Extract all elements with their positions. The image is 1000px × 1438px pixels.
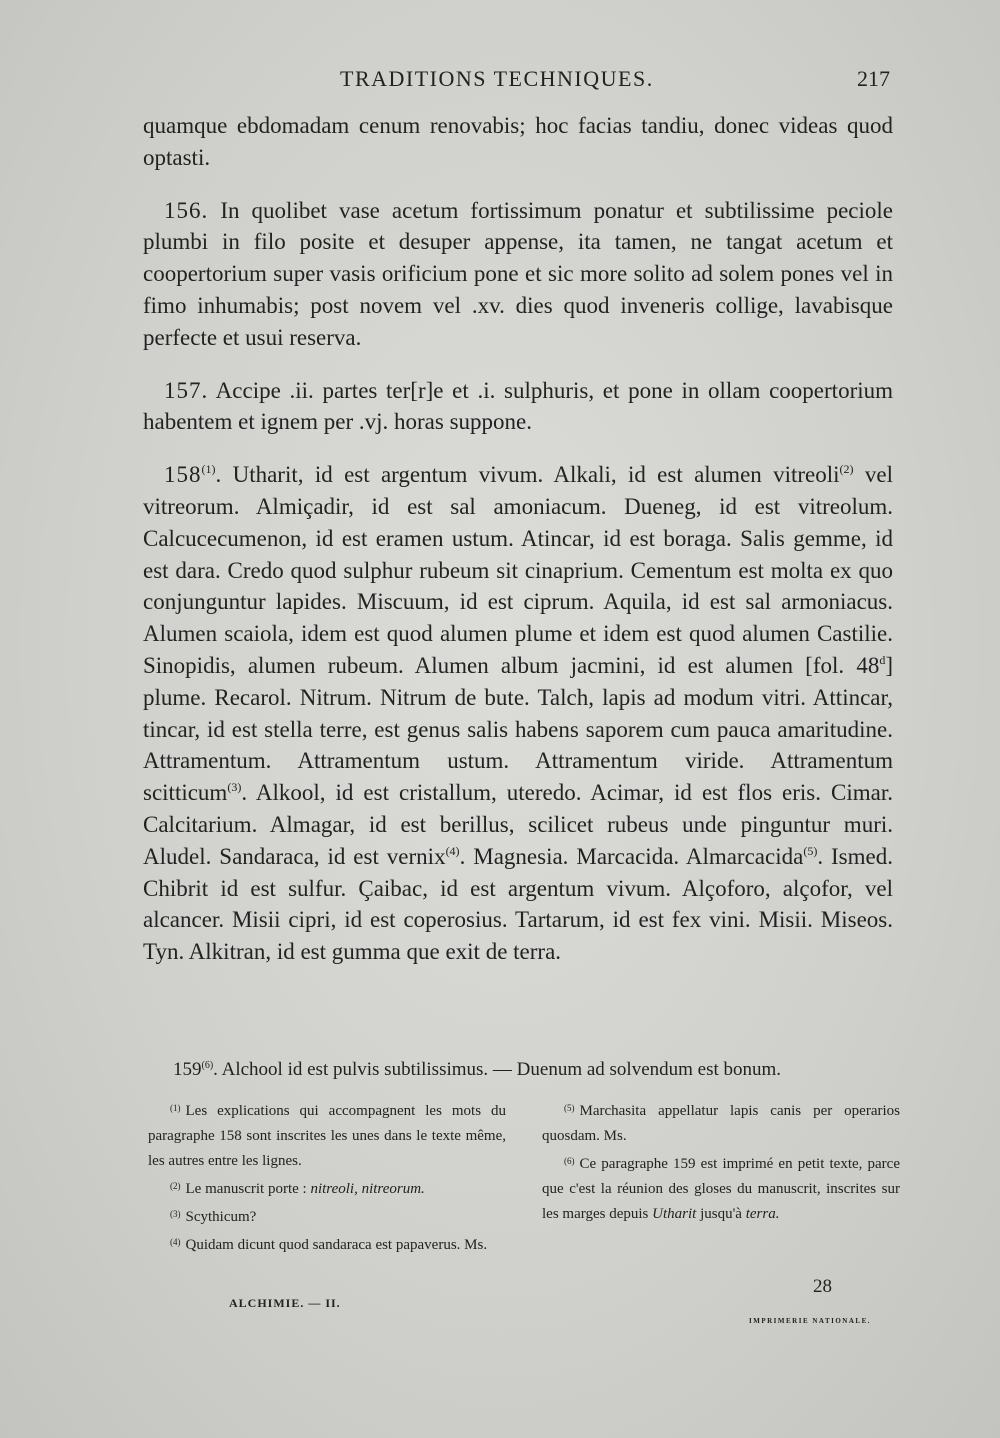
footnote-italic: nitreoli, nitreorum.	[310, 1181, 425, 1197]
paragraph-number: 156.	[164, 197, 209, 223]
footnote-ref: (6)	[201, 1060, 214, 1071]
footnote-number: (4)	[170, 1237, 181, 1247]
gathering-number: 28	[813, 1276, 832, 1297]
paragraph-text: vel vitreorum. Almiçadir, id est sal amoniacum. Dueneg, id est vitreolum. Calcucecumenon, id est eramen ustum. Atincar, id est boraga. Salis gemme, id est dara. Credo quod sulphur rubeum sit cinaprium. Cementum est molta ex quo conjunguntur lapides. Miscuum, id est ciprum. Aquila, id est sal armoniacus. Alumen scaiola, idem est quod alumen plume et idem est quod alumen Castilie. Sinopidis, alumen rubeum. Alumen album jacmini, id est alumen [fol. 48	[143, 462, 893, 678]
footnote-text: Marchasita appellatur lapis canis per operarios quosdam. Ms.	[542, 1103, 900, 1144]
paragraph-157	[143, 375, 893, 439]
paragraph-number: 157.	[164, 377, 209, 403]
paragraph-text: . Ismed. Chibrit id est sulfur. Çaibac, id est argentum vivum. Alçoforo, alçofor, vel alcancer. Misii cipri, id est coperosius. Tartarum, id est fex vini. Misii. Miseos. Tyn. Alkitran, id est gumma que exit de terra.	[143, 843, 893, 965]
paragraph-text: . Utharit, id est argentum vivum. Alkali, id est alumen vitreoli	[215, 462, 840, 488]
footnote-text: jusqu'à	[696, 1206, 746, 1222]
footnote-ref: (1)	[201, 462, 216, 477]
paragraph-text: In quolibet vase acetum fortissimum ponatur et subtilissime peciole plumbi in filo posite et desuper appense, ita tamen, ne tangat acetum et coopertorium super vasis orificium pone et sic more solito ad solem pones vel in fimo inhumabis; post novem vel .xv. dies quod inveneris collige, lavabisque perfecte et usui reserva.	[143, 197, 894, 350]
footnote-number: (5)	[564, 1103, 575, 1113]
main-text	[143, 110, 893, 968]
paragraph-number: 159	[173, 1059, 202, 1080]
footnote-text: Les explications qui accompagnent les mots du paragraphe 158 sont inscrites les unes dans le texte même, les autres entre les lignes.	[148, 1103, 506, 1169]
footnote-ref: (3)	[227, 780, 242, 795]
footnote	[148, 1202, 506, 1230]
footnote	[148, 1174, 506, 1202]
footnote-number: (3)	[170, 1209, 181, 1219]
footnote-number: (2)	[170, 1181, 181, 1191]
footnote-text: Quidam dicunt quod sandaraca est papaverus. Ms.	[185, 1237, 488, 1253]
footnote	[542, 1096, 900, 1149]
footnote-number: (1)	[170, 1103, 181, 1113]
paragraph-159	[143, 1057, 893, 1083]
paragraph-text: . Alkool, id est cristallum, uteredo. Acimar, id est flos eris. Cimar. Calcitarium. Almagar, id est berillus, scilicet rubeus unde pinguntur muri. Aludel. Sandaraca, id est vernix	[143, 780, 893, 869]
footnote-text: Le manuscrit porte :	[185, 1181, 311, 1197]
paragraph-158	[143, 459, 893, 968]
footnote-text: Scythicum?	[185, 1209, 257, 1225]
page-number: 217	[857, 66, 890, 91]
footnotes	[148, 1096, 900, 1258]
paragraph-number: 158	[164, 462, 202, 488]
running-title: TRADITIONS TECHNIQUES.	[340, 66, 654, 91]
footnote-text: Ce paragraphe 159 est imprimé en petit texte, parce que c'est la réunion des gloses du manuscrit, inscrites sur les marges depuis	[542, 1156, 900, 1222]
footnote-italic: Utharit	[652, 1206, 697, 1222]
paragraph-text: Accipe .ii. partes ter[r]e et .i. sulphuris, et pone in ollam coopertorium habentem et ignem per .vj. horas suppone.	[143, 377, 894, 435]
paragraph-text: . Magnesia. Marcacida. Almarcacida	[459, 843, 804, 869]
footnote	[148, 1230, 506, 1258]
footnotes-right-column	[542, 1096, 900, 1258]
paragraph-text: ] plume. Recarol. Nitrum. Nitrum de bute. Talch, lapis ad modum vitri. Attincar, tincar, id est stella terre, est genus salis habens saporem cum pauca amaritudine. Attramentum. Attramentum ustum. Attramentum viride. Attramentum scitticum	[143, 652, 893, 806]
footnote-number: (6)	[564, 1156, 575, 1166]
footnote-ref: (2)	[839, 462, 854, 477]
printer-imprint: IMPRIMERIE NATIONALE.	[749, 1317, 871, 1325]
footnote-ref: (4)	[445, 843, 460, 858]
folio-superscript: d	[879, 652, 886, 667]
footnotes-left-column	[148, 1096, 506, 1258]
footnote	[542, 1149, 900, 1227]
signature-mark: ALCHIMIE. — II.	[229, 1296, 341, 1310]
running-head	[340, 66, 890, 92]
footnote	[148, 1096, 506, 1174]
footnote-ref: (5)	[803, 843, 818, 858]
paragraph-continuation: quamque ebdomadam cenum renovabis; hoc facias tandiu, donec videas quod optasti.	[143, 113, 893, 170]
paragraph-156	[143, 195, 893, 354]
footnote-italic: terra.	[745, 1206, 780, 1222]
paragraph-text: . Alchool id est pulvis subtilissimus. — Duenum ad solvendum est bonum.	[213, 1059, 782, 1080]
